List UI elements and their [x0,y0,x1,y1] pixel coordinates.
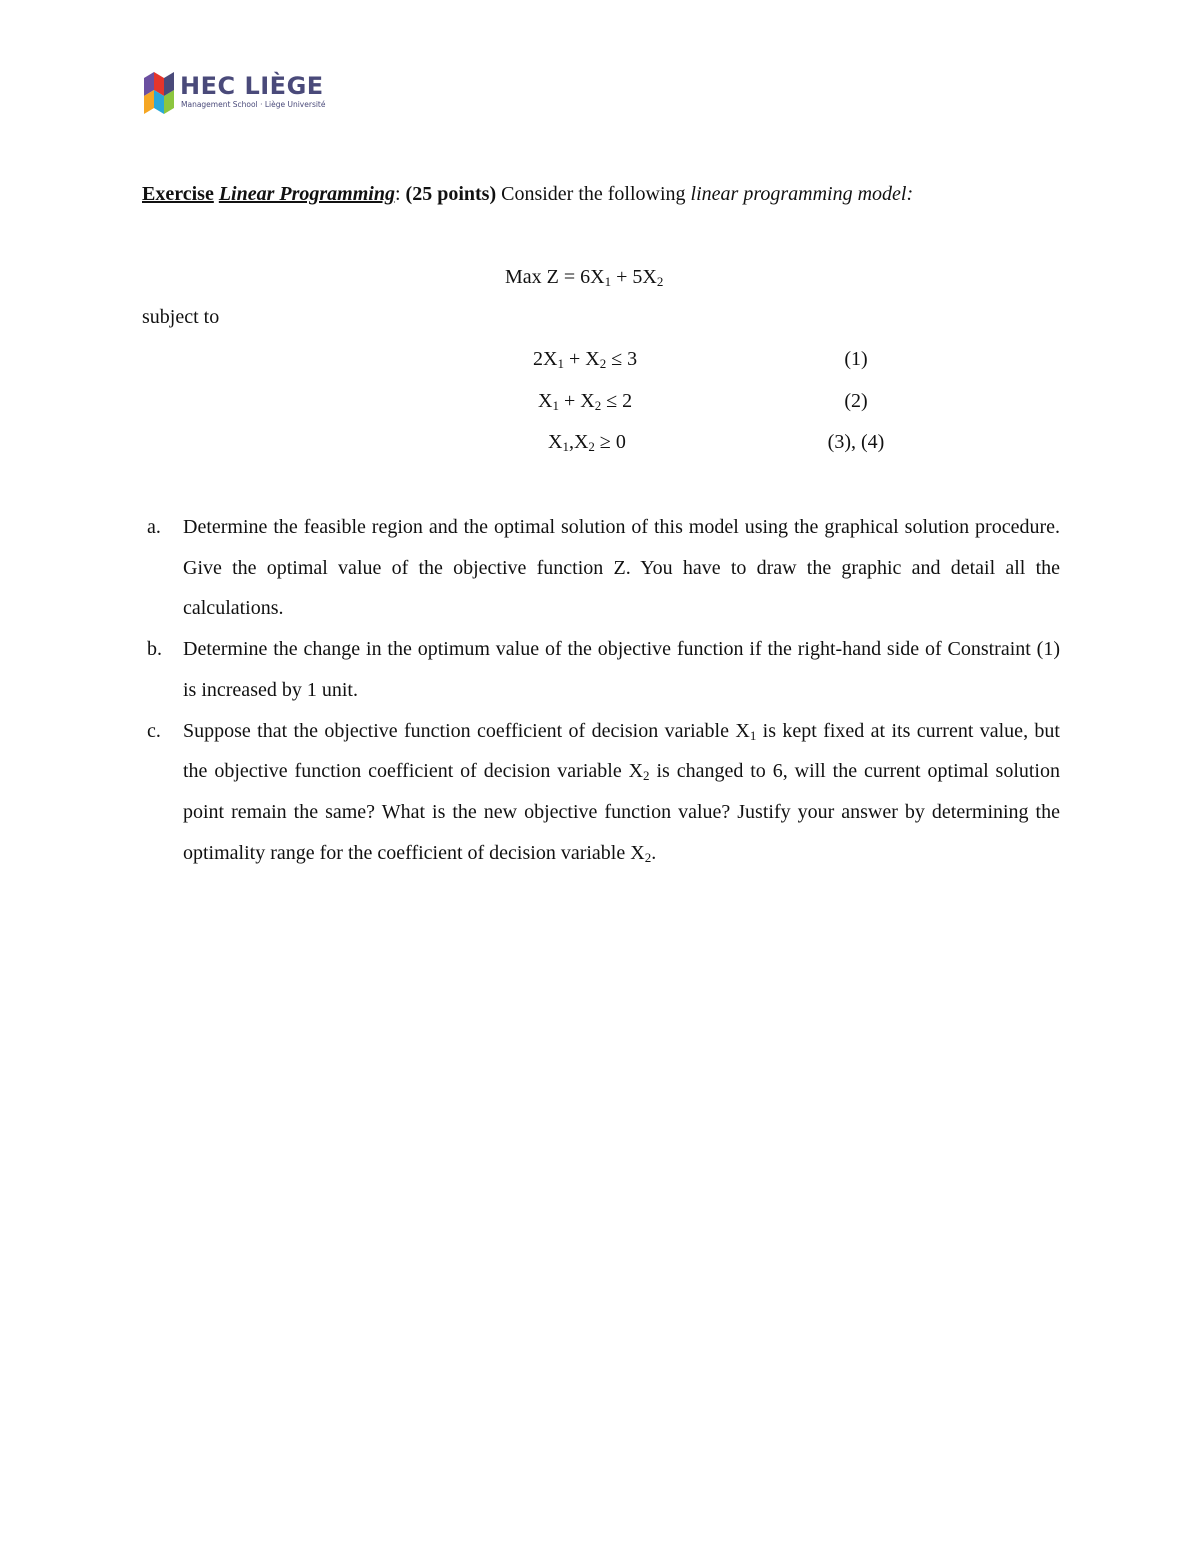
question-c-sub: 2 [643,768,650,784]
logo-tagline: Management School · Liège Université [181,100,326,109]
heading-lead: Consider the following [496,183,691,205]
question-list [142,507,1060,873]
constraint-part: 2X [533,348,558,370]
question-a [142,507,1060,629]
objective-part: + 5X [611,266,657,288]
objective-sub: 1 [604,274,612,289]
constraint-part: X [538,390,553,412]
constraint-sub: 2 [588,439,595,454]
question-b [142,629,1060,710]
constraint-part: ≤ 2 [601,390,633,412]
hec-liege-logo [140,70,326,118]
question-c-text [183,720,1060,864]
constraint-sub: 1 [552,398,559,413]
exercise-word: Exercise [142,183,214,205]
constraint-sub: 1 [557,356,564,371]
heading-colon: : [394,183,401,205]
question-c-part: . [651,841,657,864]
question-a-text: Determine the feasible region and the optimal solution of this model using the graphical solution procedure. Give the optimal value of the objective function Z. You have to draw the graphic and detail all the calculations. [183,516,1060,620]
exercise-heading [142,183,913,206]
constraint-3-4 [548,431,626,455]
exercise-topic: Linear Programming [218,183,395,205]
question-c-sub: 2 [644,849,652,865]
constraint-2 [538,390,632,414]
objective-part: Max Z = 6X [505,266,605,288]
question-c-label: c. [147,719,161,742]
constraint-part: ≥ 0 [594,431,626,453]
question-c-part: is kept fixed at its current value, but the objective function coefficient of decision variable X [183,719,1060,783]
question-c-part: Suppose that the objective function coefficient of decision variable X [183,719,750,742]
constraint-part: + X [558,390,595,412]
constraint-2-label: (2) [844,390,868,412]
question-a-label: a. [147,516,161,538]
constraint-3-4-label: (3), (4) [827,431,885,453]
constraint-part: ≤ 3 [606,348,638,370]
question-c-sub: 1 [749,727,757,743]
objective-sub: 2 [656,274,664,289]
constraint-sub: 2 [594,398,602,413]
logo-name: HEC LIÈGE [180,72,324,100]
objective-function [505,266,663,290]
question-c-part: is changed to 6, will the current optimal solution point remain the same? What is the new objective function value? Justify your answer by determining the optimality range for the coefficient of decision variable X [183,760,1060,864]
exercise-points: (25 points) [405,183,497,205]
question-b-label: b. [147,638,162,661]
heading-model: linear programming model: [690,183,914,205]
question-c [142,711,1060,874]
constraint-part: ,X [568,431,589,453]
subject-to-label: subject to [142,306,220,328]
constraint-1 [533,348,637,372]
logo-mark-icon [140,70,180,118]
constraint-part: X [548,431,563,453]
constraint-sub: 1 [562,439,569,454]
constraint-sub: 2 [599,356,607,371]
constraint-1-label: (1) [844,348,868,370]
question-b-text: Determine the change in the optimum value of the objective function if the right-hand side of Constraint (1) is increased by 1 unit. [183,638,1060,701]
constraint-part: + X [563,348,600,370]
